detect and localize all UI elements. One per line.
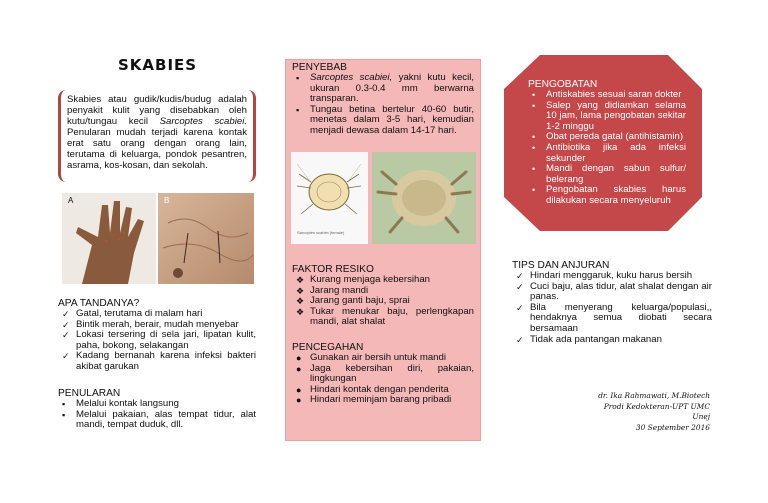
list-item-text: Jarang mandi bbox=[310, 284, 369, 296]
photo-b-label: B bbox=[164, 196, 170, 205]
list-item bbox=[528, 143, 686, 164]
list-item-text: Kurang menjaga kebersihan bbox=[310, 274, 431, 285]
list-item-text: Salep yang didiamkan selama 10 jam, lama pengobatan sekitar 1-2 minggu bbox=[546, 99, 686, 132]
risk-factor-section bbox=[292, 264, 474, 328]
list-item bbox=[512, 303, 712, 335]
check-icon: ✓ bbox=[516, 334, 524, 345]
list-item bbox=[292, 73, 474, 105]
mite-diagram bbox=[291, 152, 368, 244]
list-item-text: Gatal, terutama di malam hari bbox=[76, 308, 203, 319]
list-item-text: Jaga kebersihan diri, pakaian, lingkungan bbox=[310, 362, 474, 385]
hand-lesion-photo bbox=[62, 193, 156, 284]
circle-bullet-icon: • bbox=[532, 142, 536, 153]
list-item-text: yakni kutu kecil, ukuran 0.3-0.4 mm berwarna transparan. bbox=[310, 72, 475, 105]
list-item bbox=[58, 351, 256, 372]
list-item bbox=[292, 364, 474, 385]
prevention-section bbox=[292, 342, 474, 406]
list-item bbox=[292, 395, 474, 406]
author-name: dr. Ika Rahmawati, M.Biotech bbox=[598, 391, 710, 400]
author-signature bbox=[584, 391, 710, 433]
signs-heading: APA TANDANYA? bbox=[58, 298, 140, 309]
circle-bullet-icon: • bbox=[532, 132, 536, 143]
list-item-text: Mandi dengan sabun sulfur/ belerang bbox=[546, 163, 686, 185]
page-title: SKABIES bbox=[118, 56, 198, 74]
signs-section bbox=[58, 298, 256, 373]
circle-bullet-icon: ● bbox=[296, 363, 302, 374]
list-item bbox=[58, 330, 256, 351]
list-item-text: Bila menyerang keluarga/populasi,, hendaknya semua diobati secara bersamaan bbox=[530, 301, 712, 334]
list-item-text: Lokasi tersering di sela jari, lipatan kulit, paha, bokong, selakangan bbox=[76, 329, 256, 351]
signature-date: 30 September 2016 bbox=[635, 422, 710, 432]
circle-bullet-icon: • bbox=[532, 164, 536, 175]
square-bullet-icon: ▪ bbox=[62, 399, 66, 409]
check-icon: ✓ bbox=[516, 271, 524, 281]
intro-text-2: Penularan mudah terjadi karena kontak erat satu orang dengan orang lain, terutama di keluarga, pondok pesantren, asrama, kos-kosan, dan sekolah. bbox=[67, 127, 247, 171]
treatment-heading: PENGOBATAN bbox=[528, 79, 598, 90]
tips-heading: TIPS DAN ANJURAN bbox=[512, 260, 610, 271]
list-item-text: Hindari meminjam barang pribadi bbox=[310, 394, 452, 406]
hand-illustration bbox=[62, 193, 156, 284]
diamond-bullet-icon: ❖ bbox=[296, 285, 305, 296]
square-bullet-icon: ▪ bbox=[296, 73, 300, 83]
tips-section bbox=[512, 260, 712, 345]
photo-a-label: A bbox=[68, 196, 74, 205]
list-item-text: Jarang ganti baju, sprai bbox=[310, 295, 410, 307]
skin-texture-illustration bbox=[158, 193, 254, 284]
list-item-text: Hindari menggaruk, kuku harus bersih bbox=[530, 270, 693, 281]
circle-bullet-icon: ● bbox=[296, 353, 302, 363]
diamond-bullet-icon: ❖ bbox=[296, 275, 305, 285]
check-icon: ✓ bbox=[516, 302, 524, 313]
list-item bbox=[58, 410, 256, 431]
circle-bullet-icon: ● bbox=[296, 384, 302, 395]
list-item-text: Melalui kontak langsung bbox=[76, 398, 179, 409]
treatment-section bbox=[528, 79, 686, 207]
list-item-text: Hindari kontak dengan penderita bbox=[310, 383, 449, 395]
list-item-text: Tukar menukar baju, perlengkapan mandi, alat shalat bbox=[310, 305, 474, 328]
intro-species-name: Sarcoptes scabiei. bbox=[159, 116, 247, 127]
intro-text-1: Skabies atau gudik/kudis/budug adalah penyakit kulit yang disebabkan oleh kutu/tungau kecil bbox=[67, 94, 247, 127]
prevention-heading: PENCEGAHAN bbox=[292, 342, 364, 353]
diagram-caption: Sarcoptes scabiei (female) bbox=[297, 230, 345, 235]
skin-burrow-photo bbox=[158, 193, 254, 284]
diamond-bullet-icon: ❖ bbox=[296, 306, 305, 317]
circle-bullet-icon: • bbox=[532, 100, 536, 111]
list-item-text: Cuci baju, alas tidur, alat shalat dengan air panas. bbox=[530, 280, 712, 303]
circle-bullet-icon: ● bbox=[296, 395, 302, 406]
intro-paragraph bbox=[58, 90, 256, 182]
list-item bbox=[528, 101, 686, 133]
square-bullet-icon: ▪ bbox=[62, 409, 66, 420]
list-item-text: Antiskabies sesuai saran dokter bbox=[546, 89, 682, 100]
check-icon: ✓ bbox=[516, 281, 524, 292]
cause-heading: PENYEBAB bbox=[292, 62, 347, 73]
list-item-text: Kadang bernanah karena infeksi bakteri akibat garukan bbox=[76, 350, 256, 372]
list-item-text: Gunakan air bersih untuk mandi bbox=[310, 352, 446, 363]
square-bullet-icon: ▪ bbox=[296, 104, 300, 115]
transmission-heading: PENULARAN bbox=[58, 388, 121, 399]
list-item bbox=[292, 105, 474, 137]
list-item-text: Obat pereda gatal (antihistamin) bbox=[546, 131, 684, 143]
risk-factor-heading: FAKTOR RESIKO bbox=[292, 264, 374, 275]
list-item bbox=[512, 282, 712, 303]
list-item-text: Tidak ada pantangan makanan bbox=[530, 333, 662, 345]
species-name: Sarcoptes scabiei, bbox=[310, 72, 393, 83]
check-icon: ✓ bbox=[62, 351, 70, 362]
check-icon: ✓ bbox=[62, 330, 70, 341]
mite-micrograph bbox=[372, 152, 476, 244]
list-item-text: Tungau betina bertelur 40-60 butir, menetas dalam 3-5 hari, kemudian menjadi dewasa dalam 14-17 hari. bbox=[310, 103, 474, 136]
list-item bbox=[528, 185, 686, 206]
check-icon: ✓ bbox=[62, 319, 70, 330]
list-item bbox=[512, 335, 712, 346]
list-item bbox=[528, 164, 686, 185]
list-item-text: Melalui pakaian, alas tempat tidur, alat mandi, tempat duduk, dll. bbox=[76, 408, 256, 431]
list-item bbox=[292, 307, 474, 328]
circle-bullet-icon: • bbox=[532, 90, 536, 100]
list-item-text: Pengobatan skabies harus dilakukan secara menyeluruh bbox=[546, 184, 686, 206]
diamond-bullet-icon: ❖ bbox=[296, 296, 305, 307]
author-affiliation: Prodi Kedokteran-UPT UMC Unej bbox=[603, 401, 710, 421]
circle-bullet-icon: • bbox=[532, 185, 536, 196]
cause-section bbox=[292, 62, 474, 137]
mite-photo-illustration bbox=[372, 152, 476, 244]
list-item-text: Bintik merah, berair, mudah menyebar bbox=[76, 318, 239, 330]
list-item-text: Antibiotika jika ada infeksi sekunder bbox=[546, 141, 686, 164]
check-icon: ✓ bbox=[62, 309, 70, 319]
transmission-section bbox=[58, 388, 256, 431]
